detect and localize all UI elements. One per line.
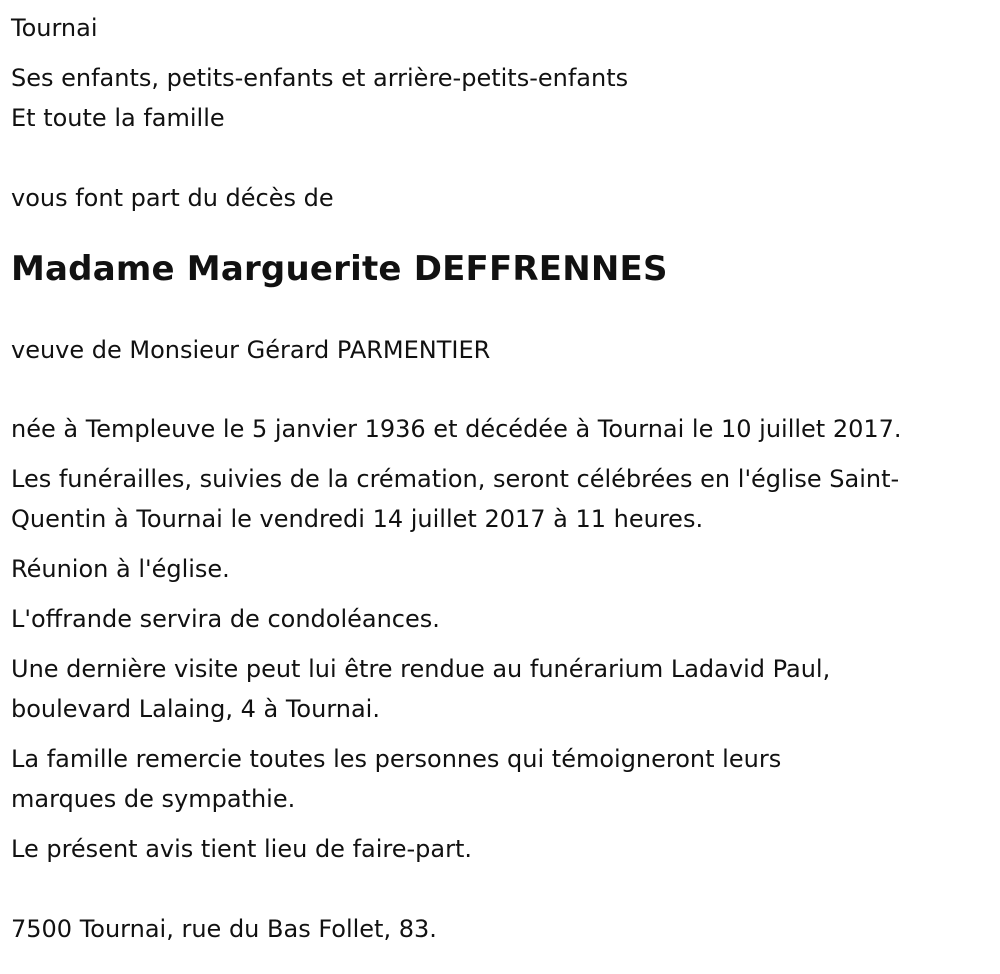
thanks-paragraph: [11, 739, 996, 819]
announcers-block: [11, 58, 996, 138]
address-line: 7500 Tournai, rue du Bas Follet, 83.: [11, 915, 437, 943]
spacer: [11, 228, 996, 244]
visit-line-1: Une dernière visite peut lui être rendue au funérarium Ladavid Paul,: [11, 655, 831, 683]
visit-paragraph: [11, 649, 996, 729]
spouse-line: veuve de Monsieur Gérard PARMENTIER: [11, 336, 491, 364]
spacer: [11, 869, 996, 909]
funeral-line-1: Les funérailles, suivies de la crémation, seront célébrées en l'église Saint-: [11, 465, 900, 493]
obituary-notice: [11, 8, 996, 949]
announcement-intro: vous font part du décès de: [11, 184, 334, 212]
thanks-line-1: La famille remercie toutes les personnes qui témoigneront leurs: [11, 745, 782, 773]
offering-line: L'offrande servira de condoléances.: [11, 605, 440, 633]
spacer: [11, 138, 996, 178]
thanks-line-2: marques de sympathie.: [11, 785, 296, 813]
city-heading: Tournai: [11, 14, 98, 42]
visit-line-2: boulevard Lalaing, 4 à Tournai.: [11, 695, 380, 723]
notice-statement: Le présent avis tient lieu de faire-part.: [11, 835, 473, 863]
meeting-line: Réunion à l'église.: [11, 555, 230, 583]
birth-death-line: née à Templeuve le 5 janvier 1936 et décédée à Tournai le 10 juillet 2017.: [11, 415, 902, 443]
announcers-line-1: Ses enfants, petits-enfants et arrière-petits-enfants: [11, 64, 629, 92]
spacer: [11, 294, 996, 330]
spacer: [11, 380, 996, 409]
deceased-name: Madame Marguerite DEFFRENNES: [11, 249, 668, 289]
announcers-line-2: Et toute la famille: [11, 104, 225, 132]
funeral-line-2: Quentin à Tournai le vendredi 14 juillet 2017 à 11 heures.: [11, 505, 704, 533]
funeral-paragraph: [11, 459, 996, 539]
